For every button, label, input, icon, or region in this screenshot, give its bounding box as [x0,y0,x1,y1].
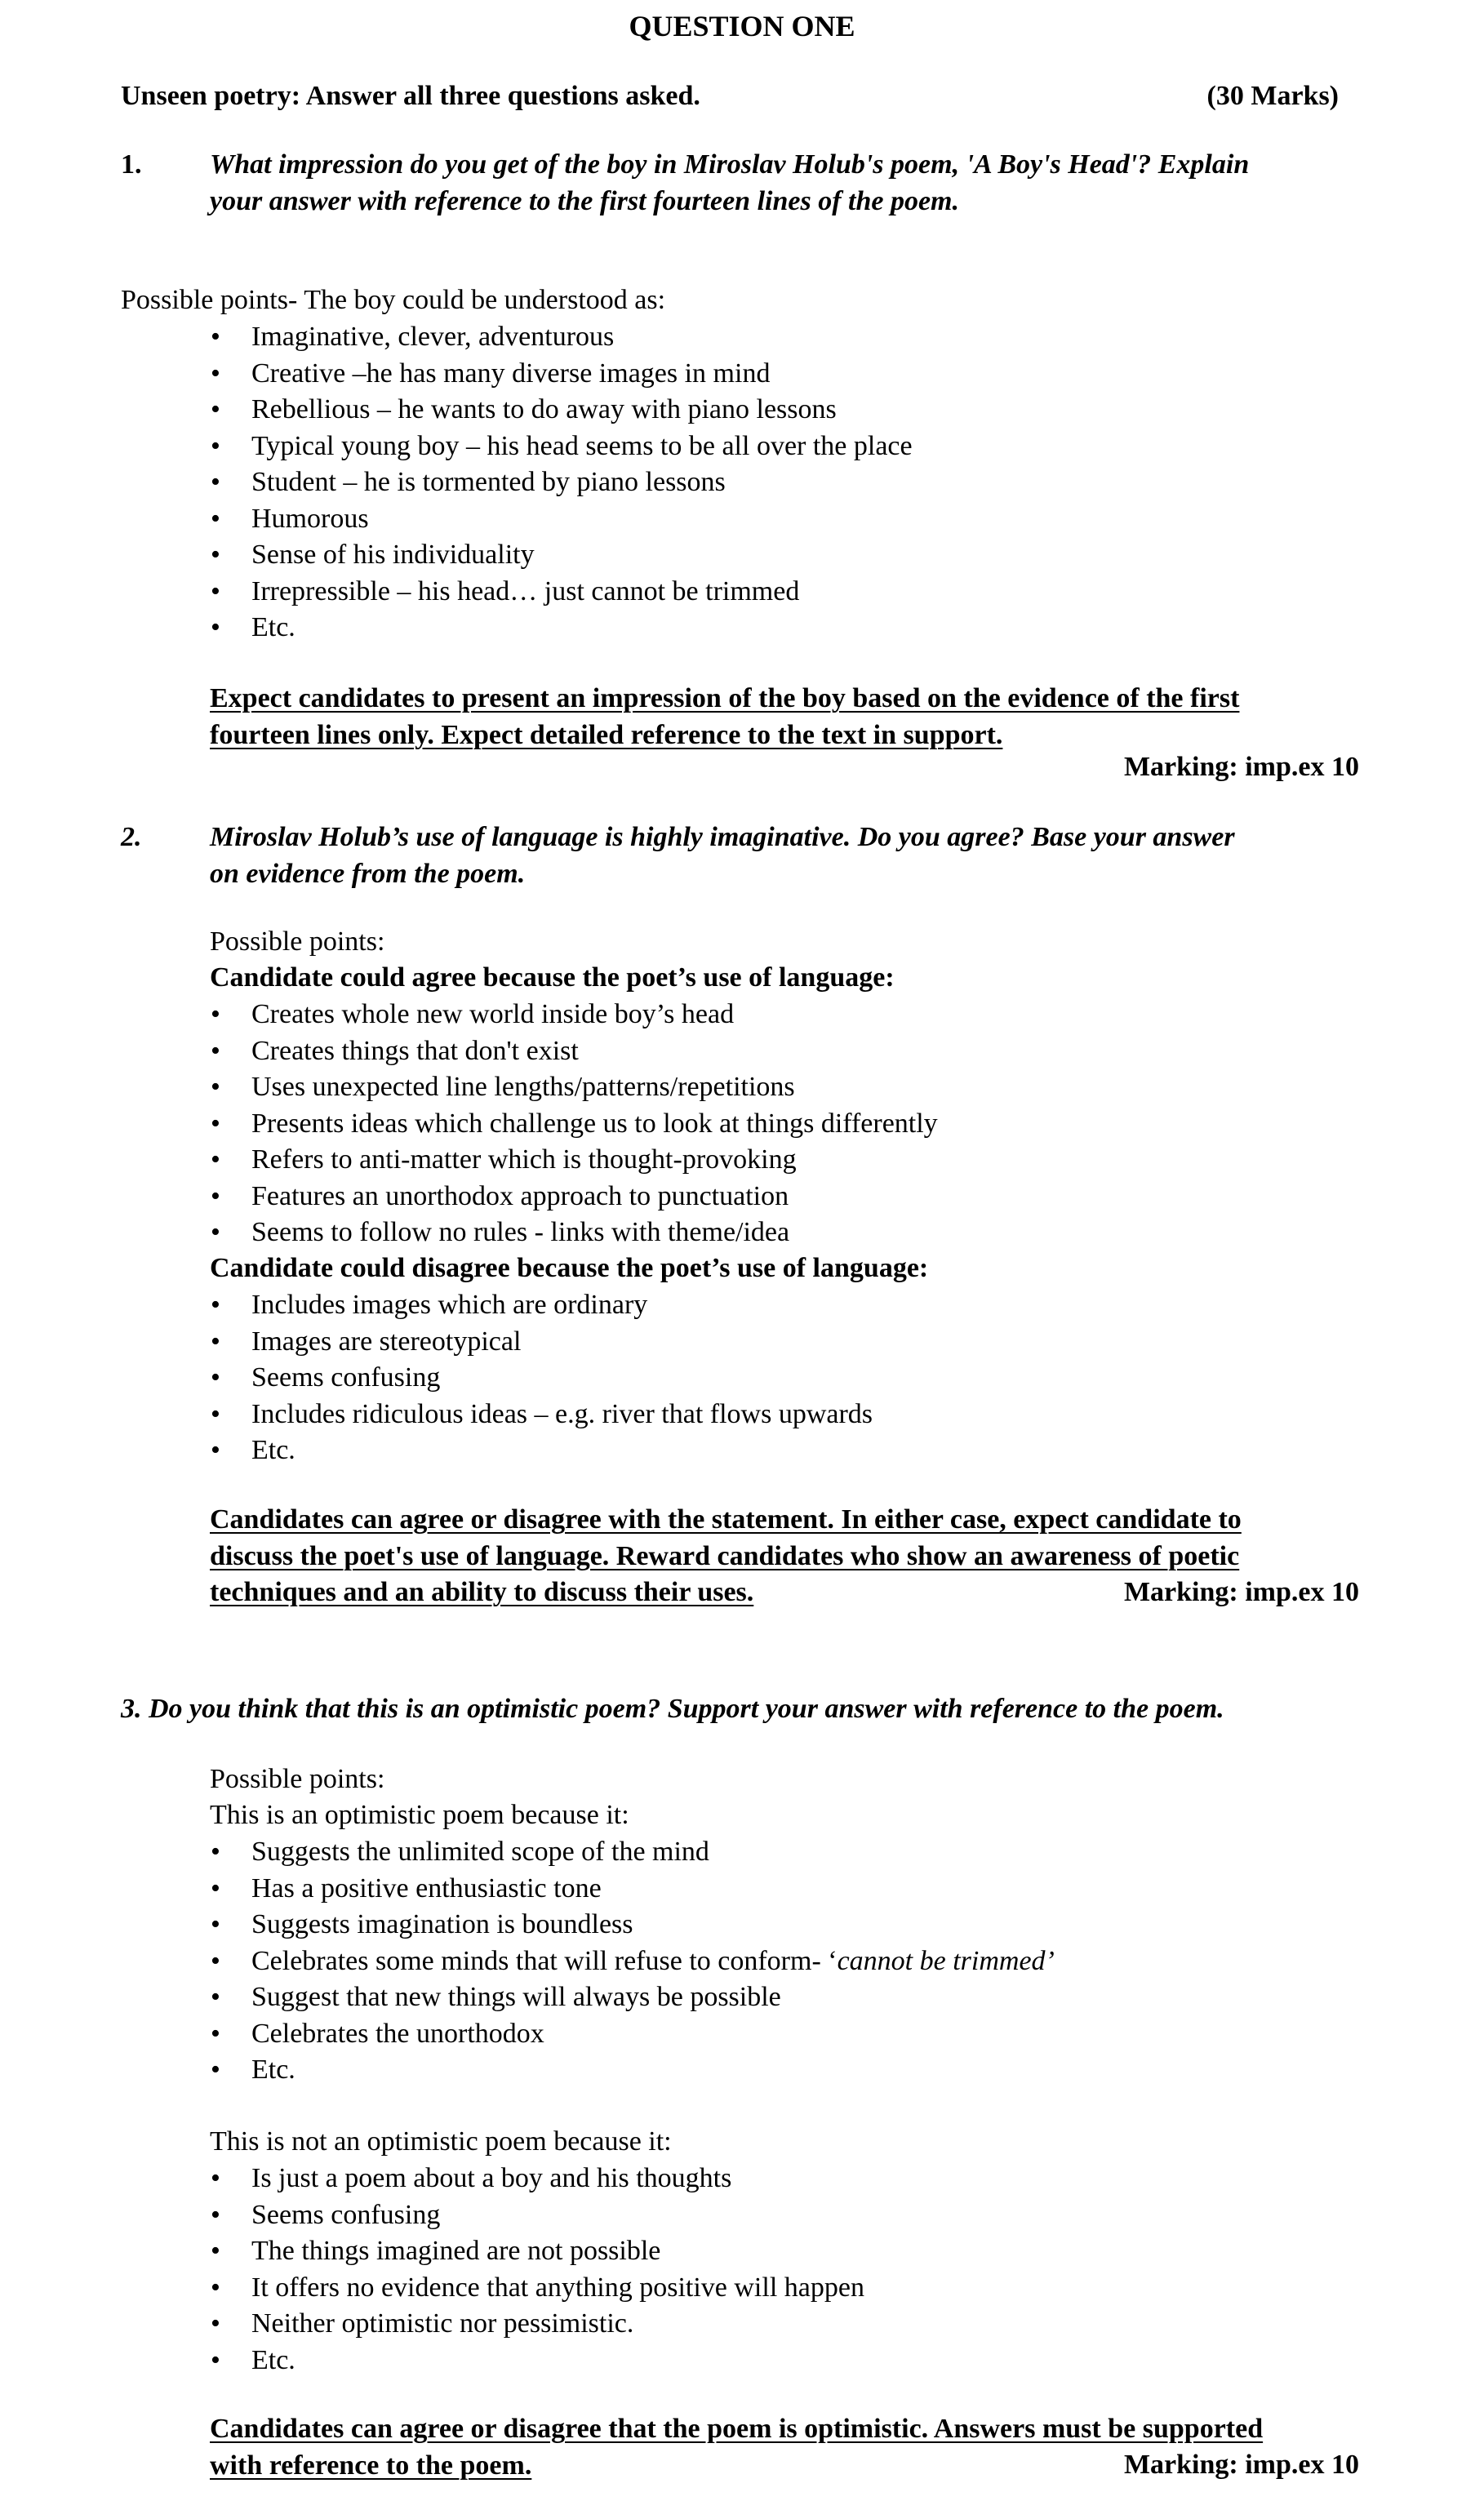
bullet-icon: • [211,1435,220,1465]
list-item: • Features an unorthodox approach to punctuation [206,1179,938,1215]
note-line: Expect candidates to present an impression of the boy based on the evidence of the first [210,683,1240,713]
bullet-icon: • [211,540,220,570]
list-item: • Seems confusing [206,2197,864,2234]
bullet-icon: • [211,1872,220,1904]
bullet-icon: • [211,1982,220,2012]
list-item: • Imaginative, clever, adventurous [206,319,913,356]
q2-disagree-heading: Candidate could disagree because the poet’s use of language: [210,1253,929,1283]
list-item: • Suggests imagination is boundless [206,1907,1055,1943]
list-item: • Uses unexpected line lengths/patterns/repetitions [206,1069,938,1106]
list-item: • Sense of his individuality [206,537,913,574]
bullet-icon: • [211,1035,220,1066]
page-title: QUESTION ONE [629,10,855,42]
q1-marking-note [210,681,1239,753]
list-item: • It offers no evidence that anything positive will happen [206,2270,864,2307]
bullet-icon: • [211,503,220,534]
bullet-icon: • [211,430,220,461]
bullet-icon: • [211,467,220,497]
bullet-icon: • [211,575,220,606]
q2-question-line: on evidence from the poem. [210,858,526,889]
bullet-icon: • [211,1326,220,1357]
bullet-icon: • [211,1072,220,1102]
q2-agree-heading: Candidate could agree because the poet’s use of language: [210,962,895,993]
bullet-icon: • [211,2018,220,2049]
list-item: • Suggests the unlimited scope of the mind [206,1834,1055,1871]
q1-question [210,147,1249,220]
bullet-icon: • [211,358,220,389]
q3-marking-note [210,2411,1263,2484]
note-line: with reference to the poem. [210,2450,532,2481]
list-item: • Creates things that don't exist [206,1033,938,1070]
q1-marking: Marking: imp.ex 10 [1123,752,1359,782]
list-item: • The things imagined are not possible [206,2233,864,2270]
bullet-icon: • [211,322,220,352]
bullet-icon: • [211,612,220,642]
list-item: • Includes ridiculous ideas – e.g. river that flows upwards [206,1397,873,1433]
q2-number: 2. [121,822,142,852]
note-line: Candidates can agree or disagree with the statement. In either case, expect candidate to [210,1504,1242,1535]
q3-marking: Marking: imp.ex 10 [1123,2450,1359,2480]
bullet-icon: • [211,1217,220,1247]
bullet-icon: • [211,2344,220,2375]
bullet-icon: • [211,1290,220,1320]
bullet-icon: • [211,2163,220,2193]
bullet-icon: • [211,2272,220,2303]
list-item: • Neither optimistic nor pessimistic. [206,2306,864,2343]
note-line: fourteen lines only. Expect detailed reference to the text in support. [210,719,1003,750]
instruction-text: Unseen poetry: Answer all three questions asked. [121,81,700,111]
bullet-icon: • [211,394,220,424]
q3-intro: Possible points: [210,1764,385,1794]
list-item: • Has a positive enthusiastic tone [206,1871,1055,1908]
bullet-icon: • [211,2236,220,2266]
bullet-icon: • [211,1180,220,1211]
q1-intro: Possible points- The boy could be understood as: [121,285,666,315]
q3-optimistic-list [206,1834,1055,2089]
bullet-icon: • [211,2199,220,2230]
list-item: • Includes images which are ordinary [206,1287,873,1324]
q1-number: 1. [121,149,142,180]
note-line: discuss the poet's use of language. Reward candidates who show an awareness of poetic [210,1540,1240,1571]
list-item: • Student – he is tormented by piano lessons [206,464,913,501]
q2-agree-list [206,997,938,1251]
list-item: • Creates whole new world inside boy’s head [206,997,938,1033]
q2-marking-note [210,1502,1242,1611]
poem-quote: cannot be trimmed’ [837,1945,1055,1976]
list-item: • Creative –he has many diverse images in mind [206,356,913,393]
q2-disagree-list [206,1287,873,1469]
note-line: techniques and an ability to discuss their uses. [210,1577,754,1607]
list-item: • Etc. [206,2343,864,2379]
q1-question-line: What impression do you get of the boy in Miroslav Holub's poem, 'A Boy's Head'? Explain [210,149,1250,180]
bullet-icon: • [211,1398,220,1429]
bullet-icon: • [211,1144,220,1175]
list-item: • Typical young boy – his head seems to be all over the place [206,429,913,465]
q3-not-optimistic-list [206,2161,864,2379]
list-item: • Irrepressible – his head… just cannot be trimmed [206,574,913,611]
q3-not-optimistic-heading: This is not an optimistic poem because it: [210,2126,672,2157]
q2-intro: Possible points: [210,926,385,957]
q2-question-line: Miroslav Holub’s use of language is highly imaginative. Do you agree? Base your answer [210,822,1235,852]
list-item: • Etc. [206,610,913,646]
list-item: • Etc. [206,1433,873,1469]
list-item: • Seems confusing [206,1360,873,1397]
q2-marking: Marking: imp.ex 10 [1123,1577,1359,1607]
note-line: Candidates can agree or disagree that the poem is optimistic. Answers must be supported [210,2414,1264,2444]
q3-optimistic-heading: This is an optimistic poem because it: [210,1800,629,1830]
q2-question [210,820,1235,892]
list-item: • Presents ideas which challenge us to look at things differently [206,1106,938,1143]
list-item: • Seems to follow no rules - links with theme/idea [206,1215,938,1251]
total-marks: (30 Marks) [1206,81,1339,111]
list-item: • Images are stereotypical [206,1324,873,1361]
list-item: • Etc. [206,2052,1055,2089]
list-item: • Refers to anti-matter which is thought-provoking [206,1142,938,1179]
q1-question-line: your answer with reference to the first fourteen lines of the poem. [210,185,959,216]
bullet-icon: • [211,999,220,1029]
bullet-icon: • [211,1362,220,1393]
q1-points-list [206,319,913,646]
list-item: • Celebrates the unorthodox [206,2016,1055,2053]
bullet-icon: • [211,1909,220,1939]
bullet-icon: • [211,1837,220,1867]
list-item: • Celebrates some minds that will refuse to conform- ‘cannot be trimmed’ [206,1943,1055,1980]
bullet-icon: • [211,2308,220,2339]
bullet-icon: • [211,1108,220,1139]
bullet-icon: • [211,1945,220,1976]
list-item: • Suggest that new things will always be possible [206,1979,1055,2016]
bullet-icon: • [211,2055,220,2085]
list-item: • Humorous [206,501,913,538]
q3-question: 3. Do you think that this is an optimistic poem? Support your answer with reference to the poem. [121,1694,1224,1724]
list-item: • Rebellious – he wants to do away with piano lessons [206,392,913,429]
list-item: • Is just a poem about a boy and his thoughts [206,2161,864,2197]
